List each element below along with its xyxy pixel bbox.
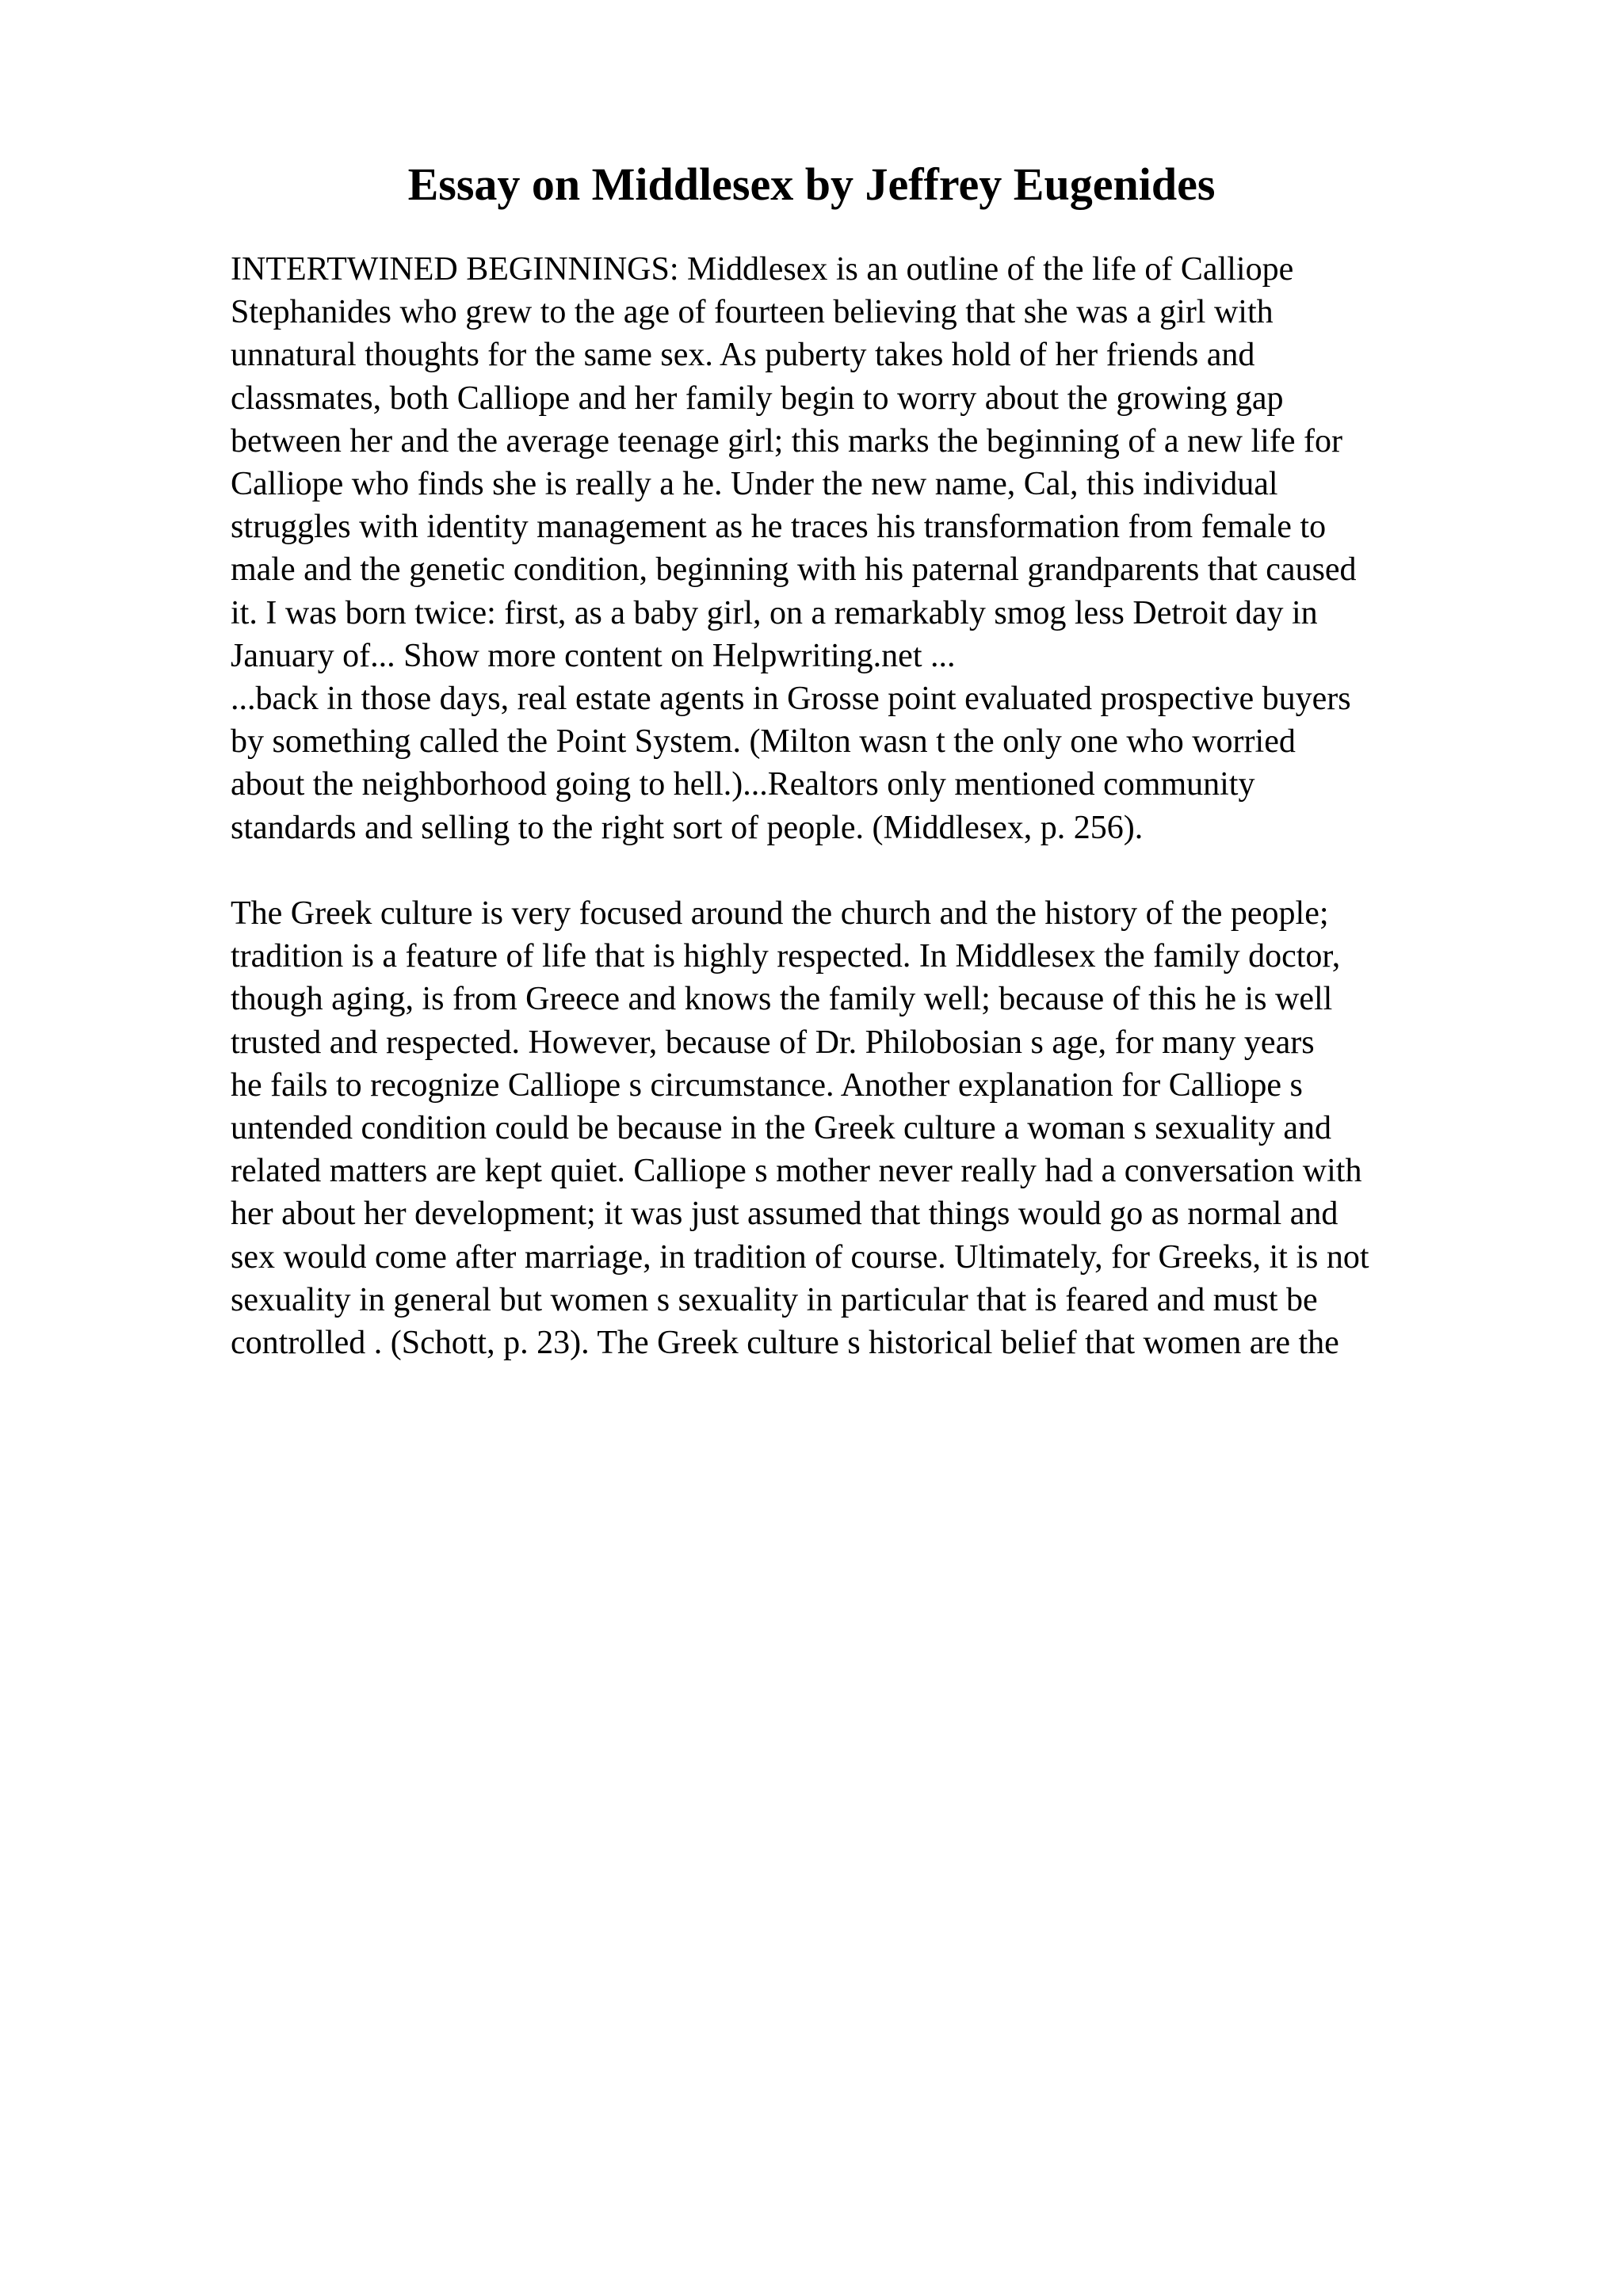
text-line: Stephanides who grew to the age of fourteen believing that she was a girl with: [231, 294, 1274, 331]
text-line: untended condition could be because in the Greek culture a woman s sexuality and: [231, 1110, 1332, 1147]
text-line: though aging, is from Greece and knows the family well; because of this he is well: [231, 981, 1333, 1018]
text-line: classmates, both Calliope and her family begin to worry about the growing gap: [231, 379, 1284, 417]
text-line: sex would come after marriage, in tradition of course. Ultimately, for Greeks, it is not: [231, 1238, 1369, 1276]
text-line: unnatural thoughts for the same sex. As puberty takes hold of her friends and: [231, 337, 1255, 374]
text-line: between her and the average teenage girl; this marks the beginning of a new life for: [231, 422, 1342, 460]
text-line: INTERTWINED BEGINNINGS: Middlesex is an outline of the life of Calliope: [231, 251, 1294, 288]
text-line: tradition is a feature of life that is highly respected. In Middlesex the family doctor,: [231, 938, 1341, 975]
text-line: ...back in those days, real estate agents in Grosse point evaluated prospective buyers: [231, 681, 1351, 718]
text-line: The Greek culture is very focused around the church and the history of the people;: [231, 895, 1329, 933]
text-line: Calliope who finds she is really a he. Under the new name, Cal, this individual: [231, 466, 1278, 503]
text-line: controlled . (Schott, p. 23). The Greek culture s historical belief that women are the: [231, 1325, 1339, 1362]
text-line: by something called the Point System. (Milton wasn t the only one who worried: [231, 723, 1296, 761]
text-line: trusted and respected. However, because of Dr. Philobosian s age, for many years: [231, 1024, 1315, 1061]
text-line: he fails to recognize Calliope s circumstance. Another explanation for Calliope s: [231, 1066, 1303, 1104]
text-line: January of... Show more content on Helpwriting.net ...: [231, 637, 956, 674]
paragraph-1: [231, 248, 1514, 849]
text-line: standards and selling to the right sort of people. (Middlesex, p. 256).: [231, 809, 1144, 846]
text-line: struggles with identity management as he traces his transformation from female to: [231, 509, 1327, 546]
text-line: related matters are kept quiet. Calliope s mother never really had a conversation with: [231, 1153, 1362, 1190]
text-line: her about her development; it was just assumed that things would go as normal and: [231, 1196, 1338, 1233]
paragraph-spacer: [231, 849, 1514, 892]
text-line: sexuality in general but women s sexuality in particular that is feared and must be: [231, 1281, 1318, 1318]
essay-title: Essay on Middlesex by Jeffrey Eugenides: [407, 158, 1216, 210]
text-line: male and the genetic condition, beginning with his paternal grandparents that caused: [231, 551, 1357, 589]
text-line: about the neighborhood going to hell.)...Realtors only mentioned community: [231, 766, 1255, 803]
paragraph-2: [231, 892, 1514, 1364]
text-line: it. I was born twice: first, as a baby girl, on a remarkably smog less Detroit day in: [231, 594, 1318, 631]
essay-body: [231, 248, 1514, 1364]
